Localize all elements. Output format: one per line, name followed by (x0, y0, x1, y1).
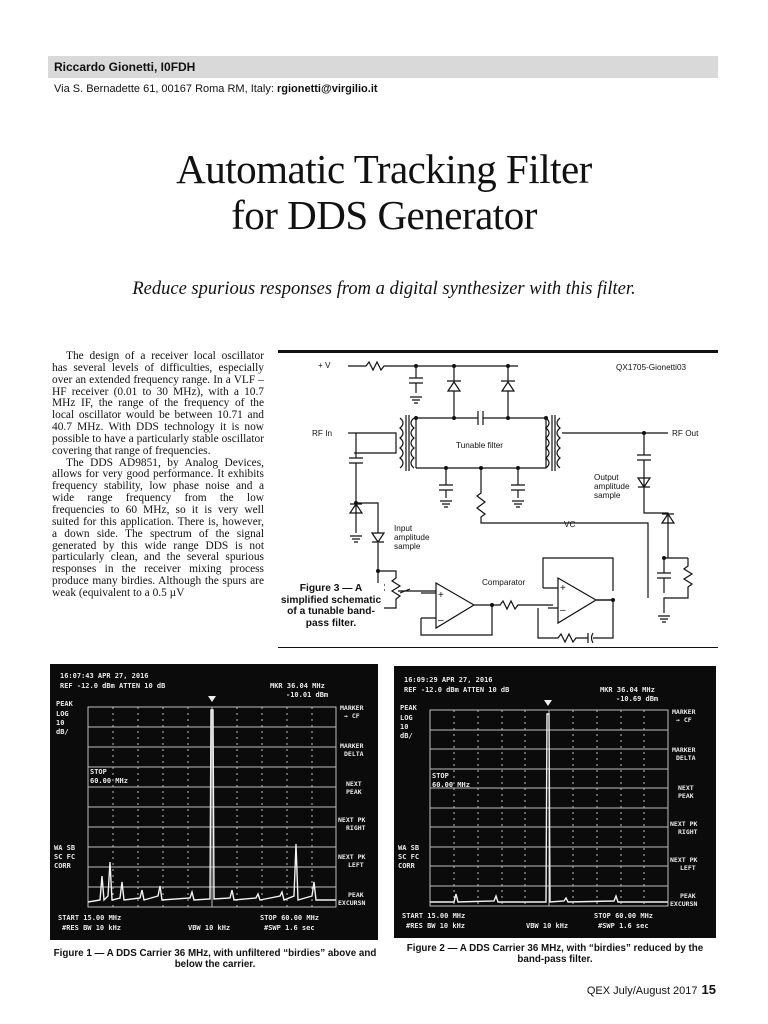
screen-2-stop-freq: STOP 60.00 MHz (594, 912, 654, 920)
softkey-1-peak-exc: PEAK (348, 891, 364, 899)
softkey-1-excursn: EXCURSN (338, 899, 366, 907)
screen-2-corr: CORR (398, 862, 415, 870)
screen-1-peak: PEAK (56, 700, 73, 708)
paragraph-1: The design of a receiver local oscillator has several levels of difficulties, especially over an extended frequency range. In a VLF – HF receiver (0.01 to 30 MHz), with a 10.7 MHz IF, the range of the frequency of the local oscillator would be between 10.71 and 40.7 MHz. With DDS technology it is now possible to have a particularly stable oscillator covering that range of frequencies. (52, 351, 264, 457)
label-input-sample-1: Input (394, 524, 413, 533)
screen-1-timestamp: 16:07:43 APR 27, 2016 (60, 672, 149, 680)
body-text (52, 351, 264, 649)
softkey-2-next: NEXT (678, 784, 694, 792)
label-tunable-filter: Tunable filter (456, 441, 504, 450)
screen-1-scale: 10 (56, 719, 65, 727)
article-subtitle: Reduce spurious responses from a digital synthesizer with this filter. (132, 279, 636, 299)
softkey-2-next-pk-l: NEXT PK (670, 856, 698, 864)
label-minus-1: – (438, 615, 444, 626)
label-minus-2: – (560, 605, 566, 616)
screen-1-stop-value: 60.00 MHz (90, 777, 128, 785)
screen-2-start: START 15.00 MHz (402, 912, 466, 920)
softkey-1-left: LEFT (348, 861, 364, 869)
screen-1-stop-label: STOP (90, 768, 107, 776)
label-vplus: + V (318, 361, 331, 370)
label-comparator: Comparator (482, 578, 526, 587)
page-number: 15 (701, 982, 716, 997)
label-plus-2: + (560, 583, 566, 594)
screen-2-ref: REF -12.0 dBm ATTEN 10 dB (404, 686, 510, 694)
title-line-1: Automatic Tracking Filter (176, 146, 592, 192)
screen-1-sc: SC FC (54, 853, 76, 861)
figure-bottom-rule (278, 647, 718, 648)
address-text: Via S. Bernadette 61, 00167 Roma RM, Italy: (54, 83, 277, 95)
softkey-2-cf: → CF (676, 716, 692, 724)
screen-2-vbw: VBW 10 kHz (526, 922, 569, 930)
figure-2-photo (394, 666, 716, 938)
label-input-sample-3: sample (394, 542, 421, 551)
screen-1-ref: REF -12.0 dBm ATTEN 10 dB (60, 682, 166, 690)
figure-2-caption: Figure 2 — A DDS Carrier 36 MHz, with “birdies” reduced by the band-pass filter. (406, 943, 704, 965)
screen-1-unit: dB/ (56, 728, 69, 736)
screen-1-rbw: #RES BW 10 kHz (62, 924, 122, 932)
screen-2-timestamp: 16:09:29 APR 27, 2016 (404, 676, 493, 684)
screen-1-start: START 15.00 MHz (58, 914, 122, 922)
article-title (0, 146, 768, 238)
screen-2-log: LOG (400, 714, 413, 722)
screen-2-marker-level: -10.69 dBm (616, 695, 659, 703)
figure-3-caption: Figure 3 — A simplified schematic of a tunable band-pass filter. (278, 583, 384, 629)
screen-1-vbw: VBW 10 kHz (188, 924, 231, 932)
softkey-2-right: RIGHT (678, 828, 698, 836)
screen-2-unit: dB/ (400, 732, 413, 740)
journal-issue: QEX July/August 2017 (586, 985, 698, 997)
softkey-1-right: RIGHT (346, 824, 366, 832)
softkey-2-peak: PEAK (678, 792, 694, 800)
title-line-2: for DDS Generator (231, 192, 537, 238)
softkey-1-next: NEXT (346, 780, 362, 788)
softkey-2-next-pk-r: NEXT PK (670, 820, 698, 828)
author-bar (48, 56, 718, 78)
label-input-sample-2: amplitude (394, 533, 430, 542)
author-address (54, 83, 378, 95)
screen-1-log: LOG (56, 710, 69, 718)
figure-1-caption: Figure 1 — A DDS Carrier 36 MHz, with unfiltered “birdies” above and below the carrier. (53, 948, 377, 970)
author-name: Riccardo Gionetti, I0FDH (54, 60, 196, 74)
softkey-1-next-pk-r: NEXT PK (338, 816, 366, 824)
softkey-2-delta: DELTA (676, 754, 696, 762)
softkey-1-cf: → CF (344, 712, 360, 720)
figure-1-photo (50, 664, 378, 940)
softkey-1-marker: MARKER (340, 704, 364, 712)
softkey-1-marker-delta: MARKER (340, 742, 364, 750)
label-plus-1: + (438, 590, 444, 601)
softkey-2-excursn: EXCURSN (670, 900, 698, 908)
screen-2-peak: PEAK (400, 704, 417, 712)
softkey-2-left: LEFT (680, 864, 696, 872)
spectrum-screen-1 (50, 664, 378, 940)
page-footer (587, 982, 716, 997)
spectrum-screen-2 (394, 666, 716, 938)
softkey-1-next-pk-l: NEXT PK (338, 853, 366, 861)
label-output-sample-3: sample (594, 491, 621, 500)
screen-2-wa: WA SB (398, 844, 420, 852)
screen-1-stop-freq: STOP 60.00 MHz (260, 914, 320, 922)
softkey-1-delta: DELTA (344, 750, 364, 758)
label-vc: VC (564, 520, 576, 529)
screen-1-sweep: #SWP 1.6 sec (264, 924, 315, 932)
author-email: rgionetti@virgilio.it (276, 83, 378, 95)
paragraph-2: The DDS AD9851, by Analog Devices, allows for very good performance. It exhibits frequency stability, low phase noise and a wide range frequency from the low frequencies to 60 MHz, so it is very well suited for this application. There is, however, a down side. The spectrum of the signal generated by this wide range DDS is not particularly clean, and the several spurious responses in the receiver mixing process produce many birdies. Although the spurs are weak (equivalent to a 0.5 µV (52, 456, 264, 599)
label-figure-id: QX1705-Gionetti03 (616, 363, 687, 372)
softkey-2-marker-delta: MARKER (672, 746, 696, 754)
label-rf-in: RF In (312, 429, 333, 438)
screen-1-marker-freq: MKR 36.04 MHz (270, 682, 325, 690)
label-output-sample-1: Output (594, 473, 619, 482)
screen-1-corr: CORR (54, 862, 71, 870)
screen-1-wa: WA SB (54, 844, 76, 852)
screen-1-marker-level: -10.01 dBm (286, 691, 329, 699)
screen-2-rbw: #RES BW 10 kHz (406, 922, 466, 930)
screen-2-sc: SC FC (398, 853, 420, 861)
label-rf-out: RF Out (672, 429, 699, 438)
softkey-2-marker: MARKER (672, 708, 696, 716)
screen-2-sweep: #SWP 1.6 sec (598, 922, 649, 930)
softkey-1-peak: PEAK (346, 788, 362, 796)
label-output-sample-2: amplitude (594, 482, 630, 491)
softkey-2-peak-exc: PEAK (680, 892, 696, 900)
screen-2-marker-freq: MKR 36.04 MHz (600, 686, 655, 694)
screen-2-stop-value: 60.00 MHz (432, 781, 470, 789)
screen-2-scale: 10 (400, 723, 409, 731)
screen-2-stop-label: STOP (432, 772, 449, 780)
